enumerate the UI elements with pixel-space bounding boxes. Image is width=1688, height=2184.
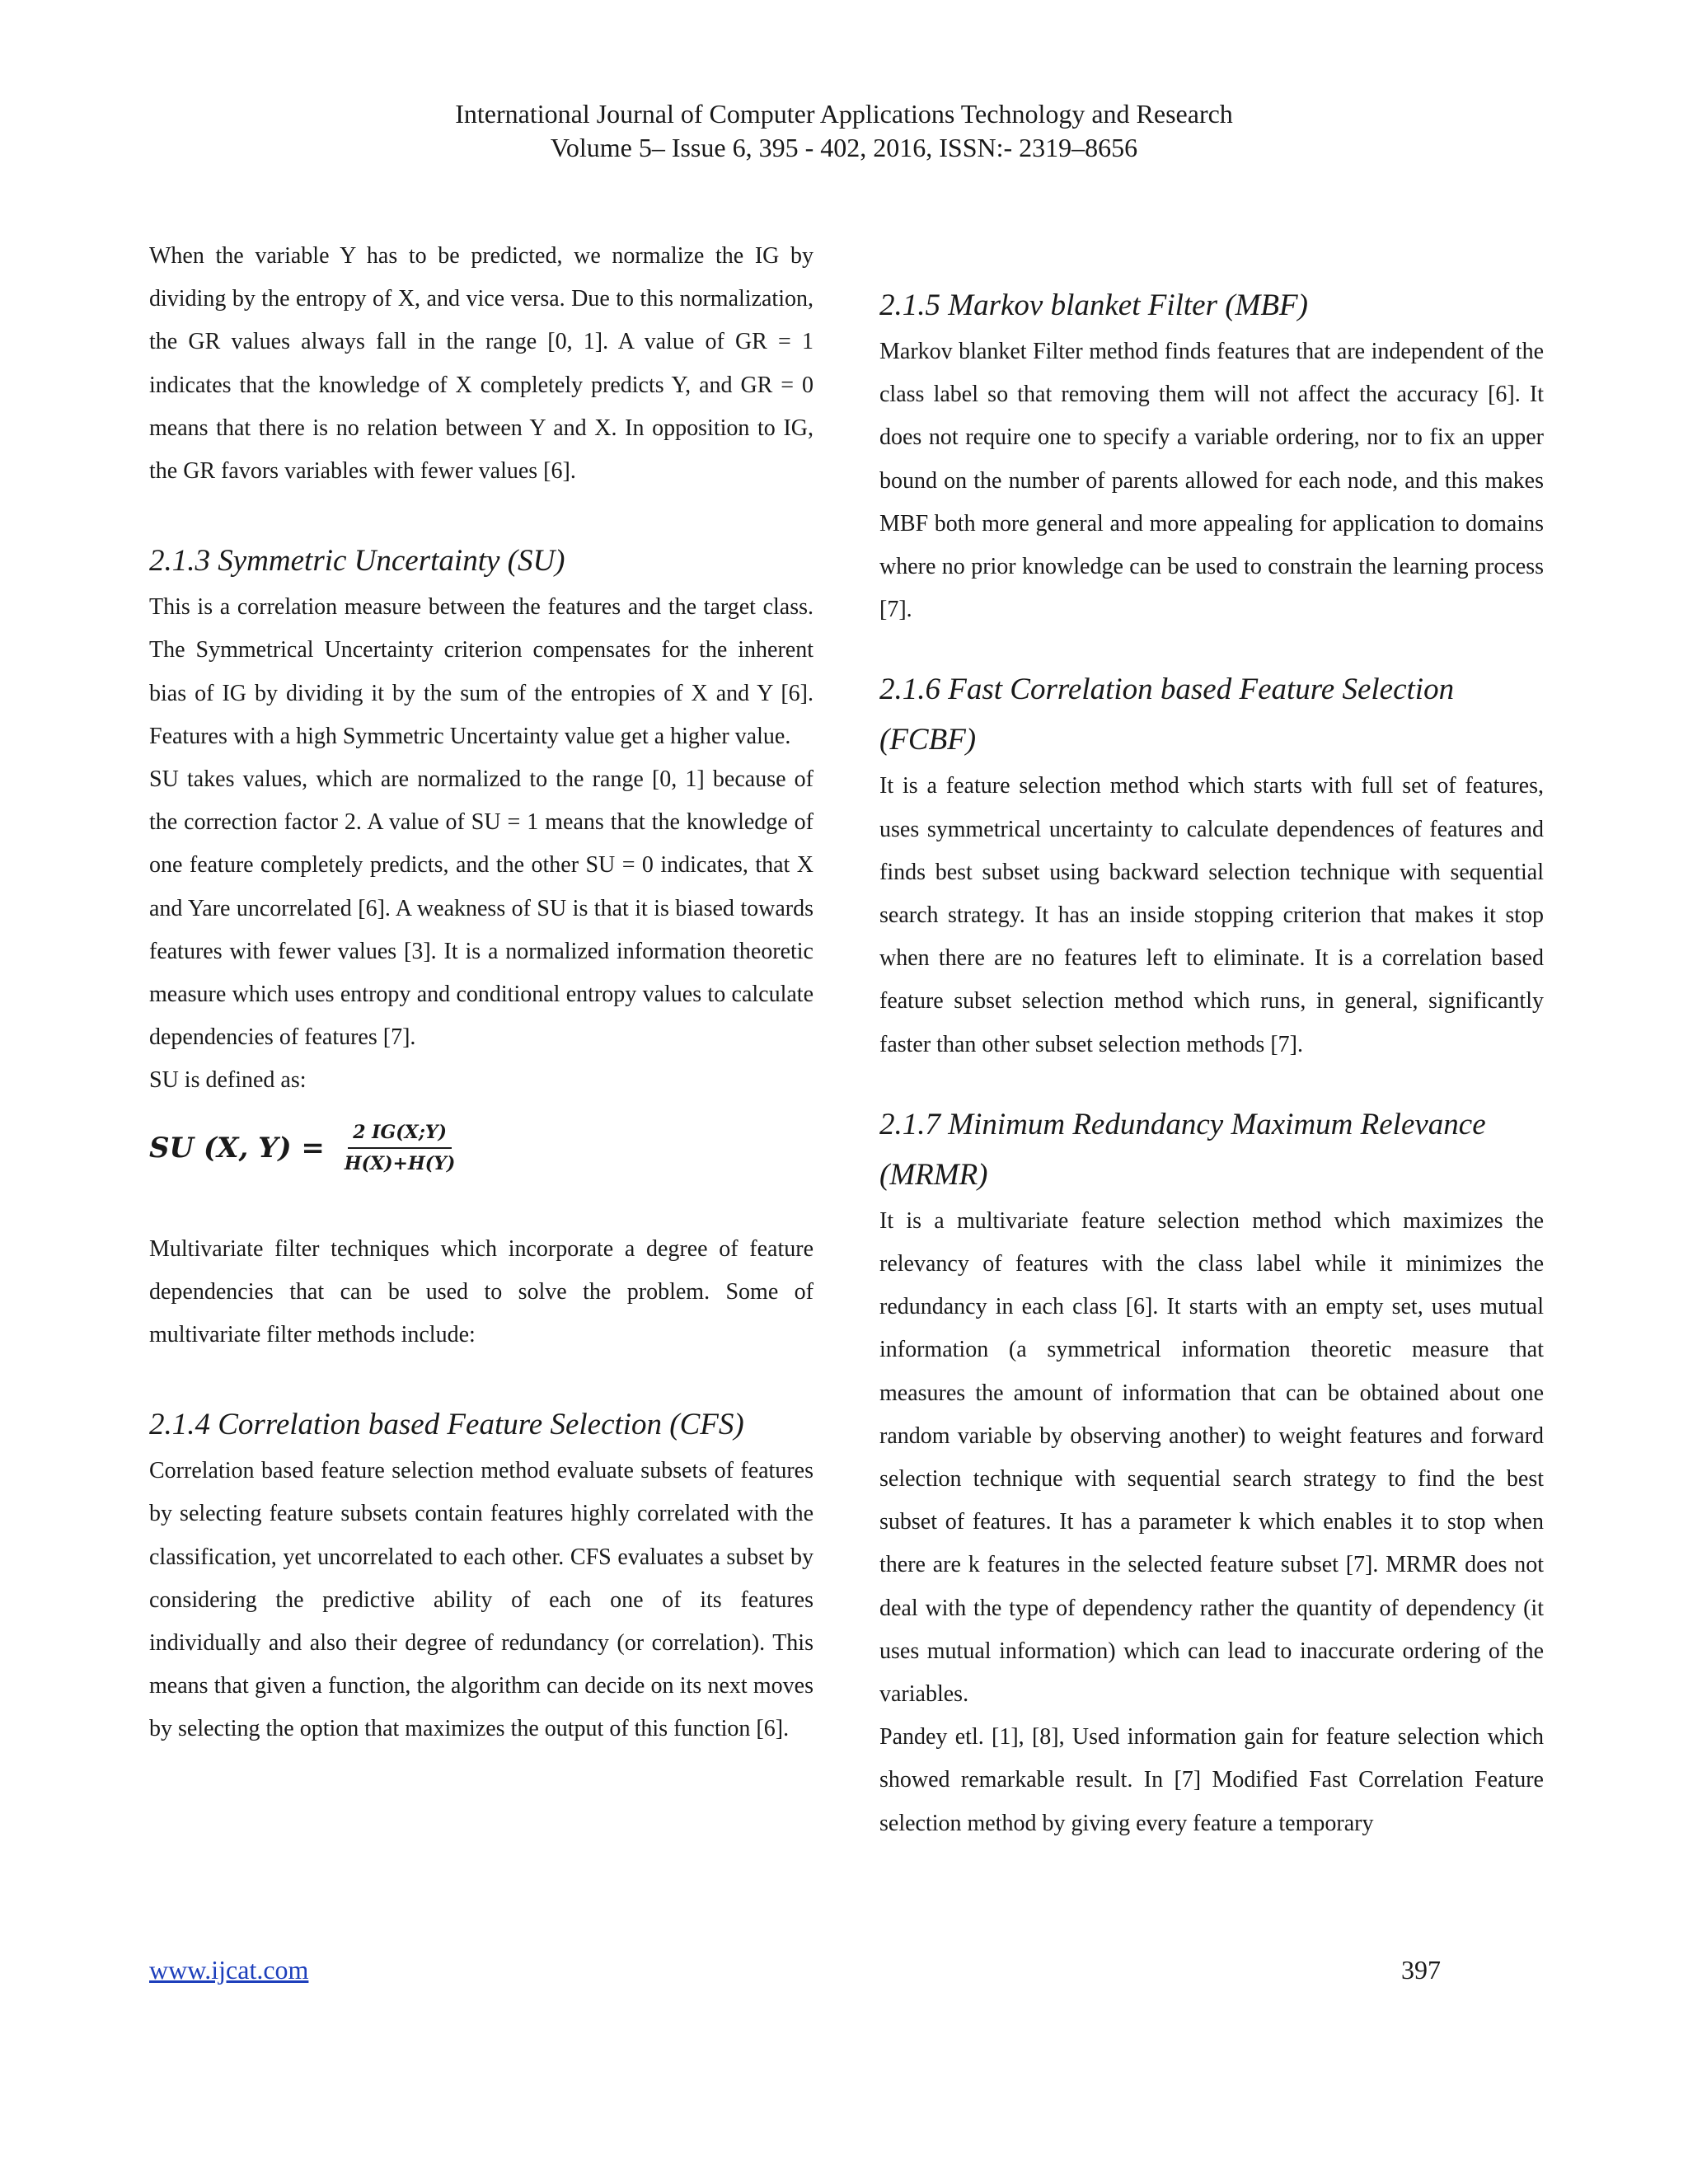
paragraph-su-intro: This is a correlation measure between the features and the target class. The Symmetrical Uncertainty criterion compensates for the inherent bias of IG by dividing it by the sum of the entropies of X and Y [6]. Features with a high Symmetric Uncertainty value get a higher value. xyxy=(149,594,814,749)
paragraph-mrmr: It is a multivariate feature selection method which maximizes the relevancy of features with the class label while it minimizes the redundancy in each class [6]. It starts with an empty set, uses mutual information (a symmetrical information theoretic measure that measures the amount of information that can be obtained about one random variable by observing another) to weight features and forward selection technique with sequential search strategy to find the best subset of features. It has a parameter k which enables it to stop when there are k features in the selected feature subset [7]. MRMR does not deal with the type of dependency rather the quantity of dependency (it uses mutual information) which can lead to inaccurate ordering of the variables. xyxy=(879,1207,1544,1708)
journal-volume: Volume 5– Issue 6, 395 - 402, 2016, ISSN:- 2319–8656 xyxy=(550,133,1138,162)
journal-title: International Journal of Computer Applications Technology and Research xyxy=(455,99,1233,129)
su-formula xyxy=(149,1111,814,1185)
formula-numerator: 2 IG(X;Y) xyxy=(348,1120,452,1149)
heading-2-1-3: 2.1.3 Symmetric Uncertainty (SU) xyxy=(149,544,565,579)
heading-2-1-6: 2.1.6 Fast Correlation based Feature Selection (FCBF) xyxy=(879,673,1455,757)
paragraph-gr-normalization: When the variable Y has to be predicted, we normalize the IG by dividing by the entropy of X, and vice versa. Due to this normalization, the GR values always fall in the range [0, 1]. A value of GR = 1 indicates that the knowledge of X completely predicts Y, and GR = 0 means that there is no relation between Y and X. In opposition to IG, the GR favors variables with fewer values [6]. xyxy=(149,243,814,485)
paragraph-cfs: Correlation based feature selection method evaluate subsets of features by selecting feature subsets contain features highly correlated with the classification, yet uncorrelated to each other. CFS evaluates a subset by considering the predictive ability of each one of its features individually and also their degree of redundancy (or correlation). This means that given a function, the algorithm can decide on its next moves by selecting the option that maximizes the output of this function [6]. xyxy=(149,1458,814,1742)
heading-2-1-7: 2.1.7 Minimum Redundancy Maximum Relevance (MRMR) xyxy=(879,1107,1486,1192)
paragraph-mbf: Markov blanket Filter method finds features that are independent of the class label so that removing them will not affect the accuracy [6]. It does not require one to specify a variable ordering, nor to fix an upper bound on the number of parents allowed for each node, and this makes MBF both more general and more appealing for application to domains where no prior knowledge can be used to constrain the learning process [7]. xyxy=(879,339,1544,623)
heading-2-1-4: 2.1.4 Correlation based Feature Selection (CFS) xyxy=(149,1408,744,1442)
heading-2-1-5: 2.1.5 Markov blanket Filter (MBF) xyxy=(879,288,1308,322)
journal-website-link[interactable]: www.ijcat.com xyxy=(149,1955,309,1985)
paragraph-su-values: SU takes values, which are normalized to the range [0, 1] because of the correction factor 2. A value of SU = 1 means that the knowledge of one feature completely predicts, and the other SU = 0 indicates, that X and Yare uncorrelated [6]. A weakness of SU is that it is biased towards features with fewer values [3]. It is a normalized information theoretic measure which uses entropy and conditional entropy values to calculate dependencies of features [7]. xyxy=(149,766,814,1051)
left-column xyxy=(149,235,814,1751)
journal-header xyxy=(0,97,1688,165)
paragraph-su-defined: SU is defined as: xyxy=(149,1067,307,1094)
paragraph-pandey: Pandey etl. [1], [8], Used information gain for feature selection which showed remarkable result. In [7] Modified Fast Correlation Feature selection method by giving every feature a temporary xyxy=(879,1724,1544,1836)
formula-fraction xyxy=(340,1120,460,1176)
paragraph-fcbf: It is a feature selection method which starts with full set of features, uses symmetrical uncertainty to calculate dependences of features and finds best subset using backward selection technique with sequential search strategy. It has an inside stopping criterion that makes it stop when there are no features left to eliminate. It is a correlation based feature subset selection method which runs, in general, significantly faster than other subset selection methods [7]. xyxy=(879,773,1544,1057)
formula-lhs: SU (X, Y) = xyxy=(149,1131,325,1165)
page-number: 397 xyxy=(1401,1955,1441,1985)
right-column xyxy=(879,280,1544,1845)
paragraph-multivariate: Multivariate filter techniques which incorporate a degree of feature dependencies that can be used to solve the problem. Some of multivariate filter methods include: xyxy=(149,1235,814,1348)
formula-denominator: H(X)+H(Y) xyxy=(344,1152,456,1174)
